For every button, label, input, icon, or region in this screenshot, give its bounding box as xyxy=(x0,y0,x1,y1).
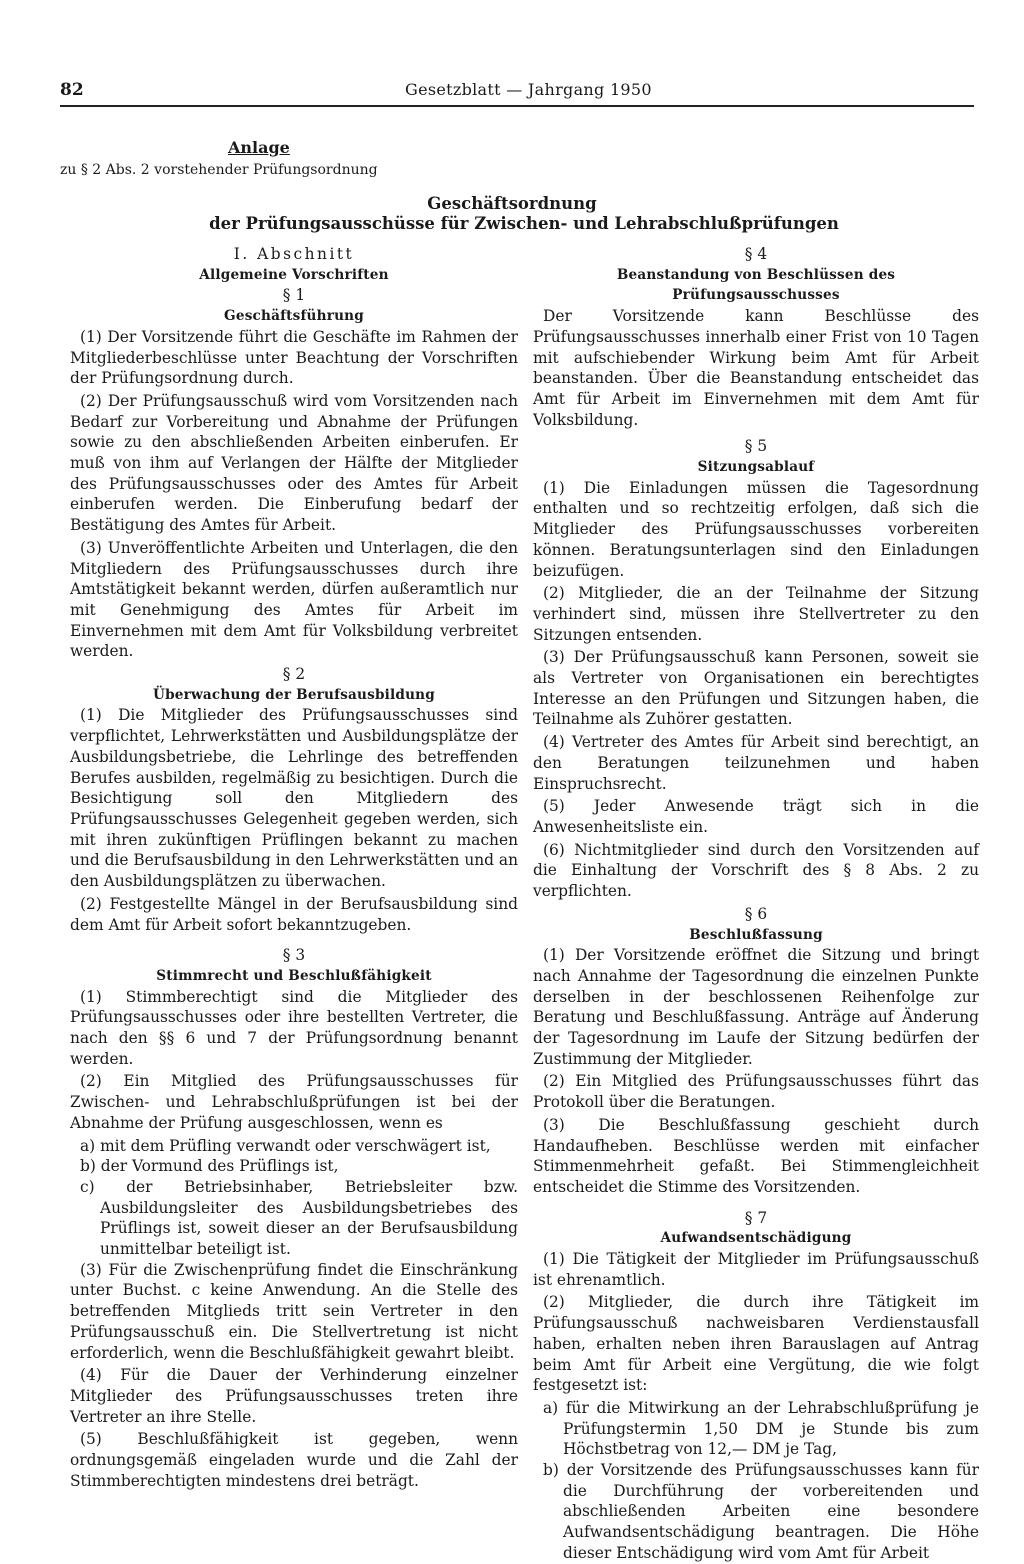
paragraph-heading: Geschäftsführung xyxy=(224,308,364,325)
running-header xyxy=(60,80,974,106)
clause: (2) Mitglieder, die an der Teilnahme der Sitzung verhindert sind, müssen ihre Stellvertreter zu den Sitzungen entsenden. xyxy=(533,584,979,644)
list-item: c) der Betriebsinhaber, Betriebsleiter bzw. Ausbildungsleiter des Ausbildungsbetriebes des Prüflings ist, soweit dieser an der Berufsausbildung unmittelbar beteiligt ist. xyxy=(80,1177,518,1259)
page-number: 82 xyxy=(60,80,84,100)
left-column xyxy=(70,244,518,1493)
clause: (4) Vertreter des Amtes für Arbeit sind berechtigt, an den Beratungen teilzunehmen und haben Einspruchsrecht. xyxy=(533,733,979,793)
clause: (1) Die Mitglieder des Prüfungsausschusses sind verpflichtet, Lehrwerkstätten und Ausbildungsplätze der Ausbildungsbetriebe, die Lehrlinge des betreffenden Berufes ausbilden, regelmäßig zu besichtigen. Durch die Besichtigung soll den Mitgliedern des Prüfungsausschusses Gelegenheit gegeben werden, sich mit ihren zukünftigen Prüflingen bekannt zu machen und die Berufsausbildung in den Lehrwerkstätten und an den Ausbildungsplätzen zu überwachen. xyxy=(70,706,518,891)
document-subtitle: der Prüfungsausschüsse für Zwischen- und Lehrabschlußprüfungen xyxy=(209,214,839,233)
clause: (2) Ein Mitglied des Prüfungsausschusses führt das Protokoll über die Beratungen. xyxy=(533,1072,979,1112)
paragraph-heading: Sitzungsablauf xyxy=(697,459,815,476)
list-item: b) der Vormund des Prüflings ist, xyxy=(80,1157,339,1176)
clause: (3) Die Beschlußfassung geschieht durch Handaufheben. Beschlüsse werden mit einfacher Stimmenmehrheit gefaßt. Bei Stimmengleichheit entscheidet die Stimme des Vorsitzenden. xyxy=(533,1115,979,1196)
clause: (1) Der Vorsitzende führt die Geschäfte im Rahmen der Mitgliederbeschlüsse unter Beachtung der Vorschriften der Prüfungsordnung durch. xyxy=(70,327,518,388)
clause: (3) Der Prüfungsausschuß kann Personen, soweit sie als Vertreter von Organisationen ein berechtigtes Interesse an den Prüfungen und Sitzungen haben, die Teilnahme als Zuhörer gestatten. xyxy=(533,648,979,729)
right-column xyxy=(533,244,979,1564)
anlage-title: Anlage xyxy=(228,138,290,157)
paragraph-number: § 1 xyxy=(282,286,306,305)
clause: (5) Jeder Anwesende trägt sich in die Anwesenheitsliste ein. xyxy=(533,797,979,836)
paragraph-number: § 3 xyxy=(282,946,306,965)
clause: (2) Mitglieder, die durch ihre Tätigkeit im Prüfungsausschuß nachweisbaren Verdienstausfall haben, erhalten neben ihren Barauslagen auf Antrag beim Amt für Arbeit eine Vergütung, die wie folgt festgesetzt ist: xyxy=(533,1293,979,1395)
paragraph-number: § 7 xyxy=(744,1208,768,1227)
list-item: b) der Vorsitzende des Prüfungsausschusses kann für die Durchführung der vorbereitenden und abschließenden Arbeiten eine besondere Aufwandsentschädigung beantragen. Die Höhe dieser Entschädigung wird vom Amt für Arbeit xyxy=(543,1461,979,1562)
clause: Der Vorsitzende kann Beschlüsse des Prüfungsausschusses innerhalb einer Frist von 10 Tagen mit aufschiebender Wirkung beim Amt für Arbeit beanstanden. Über die Beanstandung entscheidet das Amt für Arbeit im Einvernehmen mit dem Amt für Volksbildung. xyxy=(533,307,979,429)
clause: (5) Beschlußfähigkeit ist gegeben, wenn ordnungsgemäß eingeladen wurde und die Zahl der Stimmberechtigten mindestens drei beträgt. xyxy=(70,1430,518,1490)
clause: (6) Nichtmitglieder sind durch den Vorsitzenden auf die Einhaltung der Vorschrift des § 8 Abs. 2 zu verpflichten. xyxy=(533,840,979,901)
clause: (4) Für die Dauer der Verhinderung einzelner Mitglieder des Prüfungsausschusses treten ihre Vertreter an ihre Stelle. xyxy=(70,1366,518,1426)
header-rule xyxy=(60,105,974,107)
paragraph-heading: Beanstandung von Beschlüssen des Prüfungsausschusses xyxy=(616,266,896,304)
paragraph-number: § 4 xyxy=(744,245,768,263)
section-subheading: Allgemeine Vorschriften xyxy=(199,266,389,283)
clause: (1) Stimmberechtigt sind die Mitglieder des Prüfungsausschusses oder ihre bestellten Vertreter, die nach den §§ 6 und 7 der Prüfungsordnung benannt werden. xyxy=(70,987,518,1068)
paragraph-heading: Überwachung der Berufsausbildung xyxy=(153,686,435,703)
paragraph-heading: Beschlußfassung xyxy=(689,926,823,943)
clause: (2) Festgestellte Mängel in der Berufsausbildung sind dem Amt für Arbeit sofort bekanntzugeben. xyxy=(70,894,518,934)
list-item: a) für die Mitwirkung an der Lehrabschlußprüfung je Prüfungstermin 1,50 DM je Stunde bis zum Höchstbetrag von 12,— DM je Tag, xyxy=(543,1398,979,1459)
paragraph-number: § 2 xyxy=(282,665,306,684)
clause: (2) Ein Mitglied des Prüfungsausschusses für Zwischen- und Lehrabschlußprüfungen ist bei der Abnahme der Prüfung ausgeschlossen, wenn es xyxy=(70,1072,518,1132)
paragraph-heading: Aufwandsentschädigung xyxy=(660,1230,852,1247)
clause: (1) Die Tätigkeit der Mitglieder im Prüfungsausschuß ist ehrenamtlich. xyxy=(533,1250,979,1289)
section-heading: I. Abschnitt xyxy=(233,245,355,263)
paragraph-number: § 6 xyxy=(744,904,768,923)
paragraph-number: § 5 xyxy=(744,437,768,456)
clause: (3) Für die Zwischenprüfung findet die Einschränkung unter Buchst. c keine Anwendung. An die Stelle des betreffenden Mitglieds tritt sein Vertreter in den Prüfungsausschuß ein. Die Stellvertretung ist nicht erforderlich, wenn die Beschlußfähigkeit gewahrt bleibt. xyxy=(70,1260,518,1362)
list-item: a) mit dem Prüfling verwandt oder verschwägert ist, xyxy=(80,1136,491,1155)
running-title: Gesetzblatt — Jahrgang 1950 xyxy=(405,80,652,99)
clause: (1) Der Vorsitzende eröffnet die Sitzung und bringt nach Annahme der Tagesordnung die einzelnen Punkte derselben in der beschlossenen Reihenfolge zur Beratung und Beschlußfassung. Anträge auf Änderung der Tagesordnung im Laufe der Sitzung bedürfen der Zustimmung der Mitglieder. xyxy=(533,946,979,1068)
clause: (2) Der Prüfungsausschuß wird vom Vorsitzenden nach Bedarf zur Vorbereitung und Abnahme der Prüfungen sowie zu den abschließenden Arbeiten einberufen. Er muß von ihm auf Verlangen der Hälfte der Mitglieder des Prüfungsausschusses oder des Amtes für Arbeit einberufen werden. Die Einberufung bedarf der Bestätigung des Amtes für Arbeit. xyxy=(70,391,518,535)
paragraph-heading: Stimmrecht und Beschlußfähigkeit xyxy=(156,967,432,984)
clause: (1) Die Einladungen müssen die Tagesordnung enthalten und so rechtzeitig erfolgen, daß sich die Mitglieder des Prüfungsausschusses vorbereiten können. Beratungsunterlagen sind den Einladungen beizufügen. xyxy=(533,478,979,580)
document-title: Geschäftsordnung xyxy=(427,194,597,213)
anlage-subtitle: zu § 2 Abs. 2 vorstehender Prüfungsordnung xyxy=(60,162,378,178)
clause: (3) Unveröffentlichte Arbeiten und Unterlagen, die den Mitgliedern des Prüfungsausschusses durch ihre Amtstätigkeit bekannt werden, dürfen außeramtlich nur mit Genehmigung des Amtes für Arbeit im Einvernehmen mit dem Amt für Volksbildung verbreitet werden. xyxy=(70,538,518,661)
